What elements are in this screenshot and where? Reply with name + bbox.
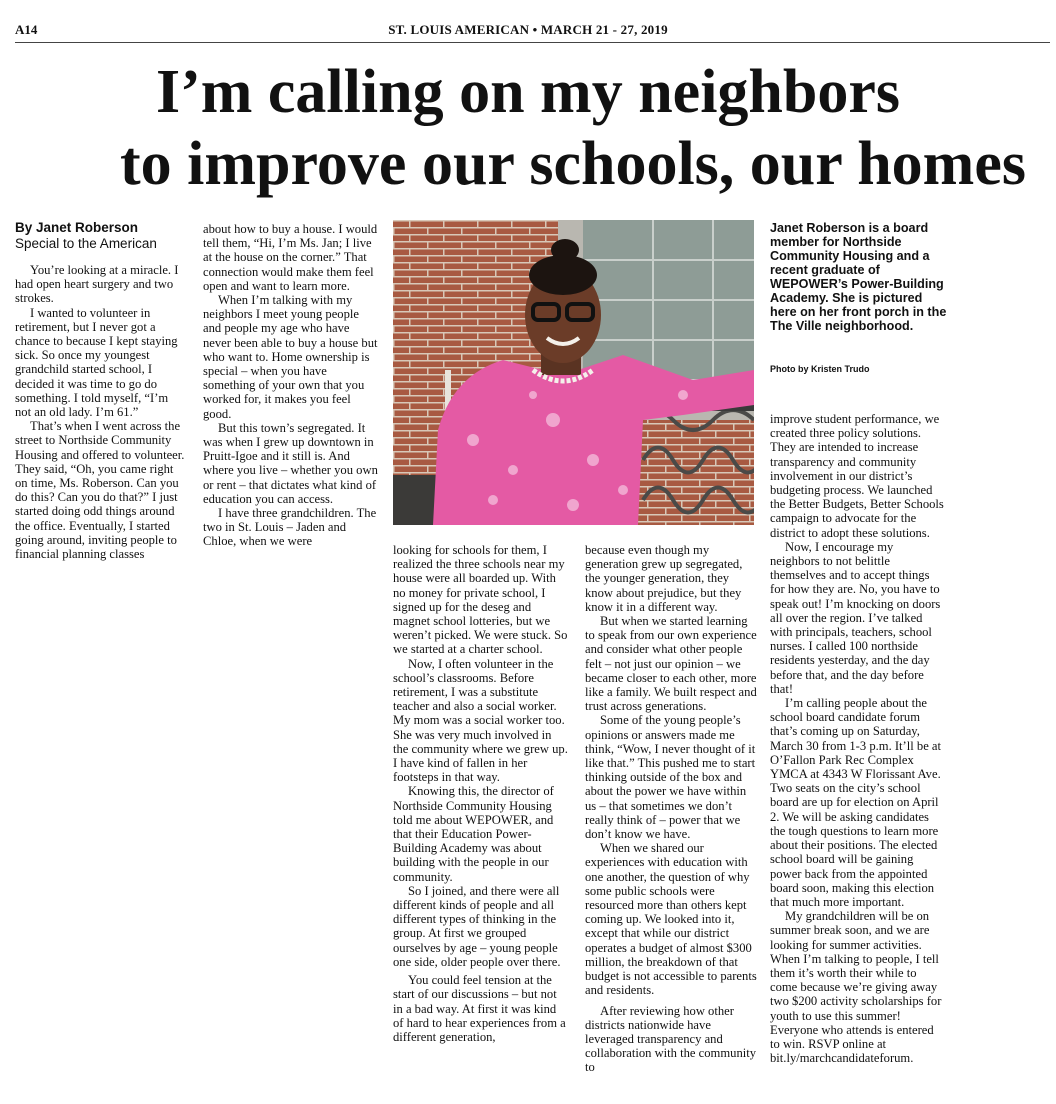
headline-line-2: to improve our schools, our homes — [120, 130, 1026, 198]
header-rule — [15, 42, 1050, 43]
paragraph: So I joined, and there were all different kinds of people and all different types of thinking in the group. At first we grouped ourselves by age – young people one side, older people over there. — [393, 883, 561, 969]
paragraph: You could feel tension at the start of our discussions – but not in a bad way. At first it was kind of hard to hear experiences from a different generation, — [393, 973, 566, 1044]
photo-caption: Janet Roberson is a board member for Northside Community Housing and a recent graduate of WEPOWER’s Power-Building Academy. She is pictured here on her front porch in the The Ville neighborhood. — [770, 221, 947, 333]
paragraph: about how to buy a house. I would tell them, “Hi, I’m Ms. Jan; I live at the house on the corner.” That connection would make them feel open and want to learn more. — [203, 222, 378, 293]
paragraph: Now, I encourage my neighbors to not belittle themselves and to accept things for how they are. No, you have to speak out! I’m knocking on doors all over the region. I’ve talked with principals, teachers, school nurses. I called 100 northside residents yesterday, and the day before that, and the day before that! — [770, 539, 941, 696]
paragraph: Now, I often volunteer in the school’s classrooms. Before retirement, I was a substitute teacher and also a social worker. My mom was a social worker too. She was very much involved in the community where we grew up. I have kind of fallen in her footsteps in that way. — [393, 656, 568, 785]
article-column-4 — [585, 543, 760, 1075]
paragraph: You’re looking at a miracle. I had open heart surgery and two strokes. — [15, 263, 179, 306]
paragraph: I’m calling people about the school board candidate forum that’s coming up on Saturday, March 30 from 1-3 p.m. It’ll be at O’Fallon Park Rec Complex YMCA at 4343 W Florissant Ave. Two seats on the city’s school board are up for election on April 2. We will be asking candidates the tough questions to learn more about their positions. The elected school board will be gaining power back from the appointed board soon, making this election that much more important. — [770, 696, 942, 909]
byline-author: By Janet Roberson — [15, 220, 139, 235]
dateline: ST. LOUIS AMERICAN • MARCH 21 - 27, 2019 — [388, 22, 668, 37]
paragraph: I have three grandchildren. The two in St. Louis – Jaden and Chloe, when we were — [203, 506, 377, 549]
byline — [15, 220, 185, 252]
article-column-1 — [15, 263, 187, 561]
article-column-5 — [770, 412, 945, 1065]
paragraph: because even though my generation grew up segregated, the younger generation, they know about prejudice, but they know it in a different way. — [585, 543, 743, 614]
page-number: A14 — [15, 22, 38, 37]
paragraph: But when we started learning to speak from our own experience and consider what other people felt – not just our opinion – we became closer to each other, more like a family. We built respect and trust across generations. — [585, 614, 757, 714]
paragraph: When we shared our experiences with education with one another, the question of why some public schools were resourced more than others kept coming up. We looked into it, except that while our district operates a budget of almost $300 million, the breakdown of that budget is not accessible to parents and residents. — [585, 841, 757, 998]
paragraph: I wanted to volunteer in retirement, but I never got a chance to because I kept staying sick. So once my youngest grandchild started school, I decided it was time to go do something. I told myself, “I’m not an old lady. I’m 61.” — [15, 305, 178, 420]
byline-role: Special to the American — [15, 236, 157, 251]
paragraph: My grandchildren will be on summer break soon, and we are looking for summer activities. When I’m talking to people, I tell them it’s worth their while to come because we’re giving away two $200 activity scholarships for youth to use this summer! Everyone who attends is entered to win. RSVP online at bit.ly/marchcandidateforum. — [770, 909, 942, 1066]
article-column-2 — [203, 222, 378, 549]
porch-portrait-image — [393, 220, 754, 525]
paragraph: Some of the young people’s opinions or answers made me think, “Wow, I never thought of it like that.” This pushed me to start thinking outside of the box and about the power we have within us – that sometimes we don’t really think of – power that we don’t know we have. — [585, 713, 756, 842]
headline-line-1: I’m calling on my neighbors — [155, 58, 901, 126]
paragraph: Knowing this, the director of Northside Community Housing told me about WEPOWER, and that their Education Power-Building Academy was about building with the people in our community. — [393, 784, 554, 884]
paragraph: That’s when I went across the street to Northside Community Housing and offered to volunteer. They said, “Oh, you came right on time, Ms. Roberson. Can you do this? Can you do that?” I just started doing odd things around the office. Eventually, I started going around, inviting people to financial planning classes — [15, 419, 185, 562]
portrait-photo — [393, 220, 754, 525]
paragraph: When I’m talking with my neighbors I meet young people and people my age who have never been able to buy a house but who want to. Home ownership is special – when you have something of your own that you worked for, it makes you feel good. — [203, 293, 378, 421]
photo-credit: Photo by Kristen Trudo — [770, 364, 870, 374]
headline — [0, 56, 1056, 200]
paragraph: But this town’s segregated. It was when I grew up downtown in Pruitt-Igoe and it still is. And where you live – whether you own or rent – that dictates what kind of education you can access. — [203, 420, 378, 506]
paragraph: improve student performance, we created three policy solutions. They are intended to increase transparency and community involvement in our district’s budgeting process. We launched the Better Budgets, Better Schools campaign to advocate for the district to adopt these solutions. — [770, 412, 944, 540]
paragraph: looking for schools for them, I realized the three schools near my house were all boarded up. With no money for private school, I signed up for the deseg and magnet school lotteries, but we weren’t picked. We were stuck. So we started at a charter school. — [393, 543, 568, 657]
article-column-3 — [393, 543, 568, 1044]
paragraph: After reviewing how other districts nationwide have leveraged transparency and collaboration with the community to — [585, 1003, 757, 1075]
